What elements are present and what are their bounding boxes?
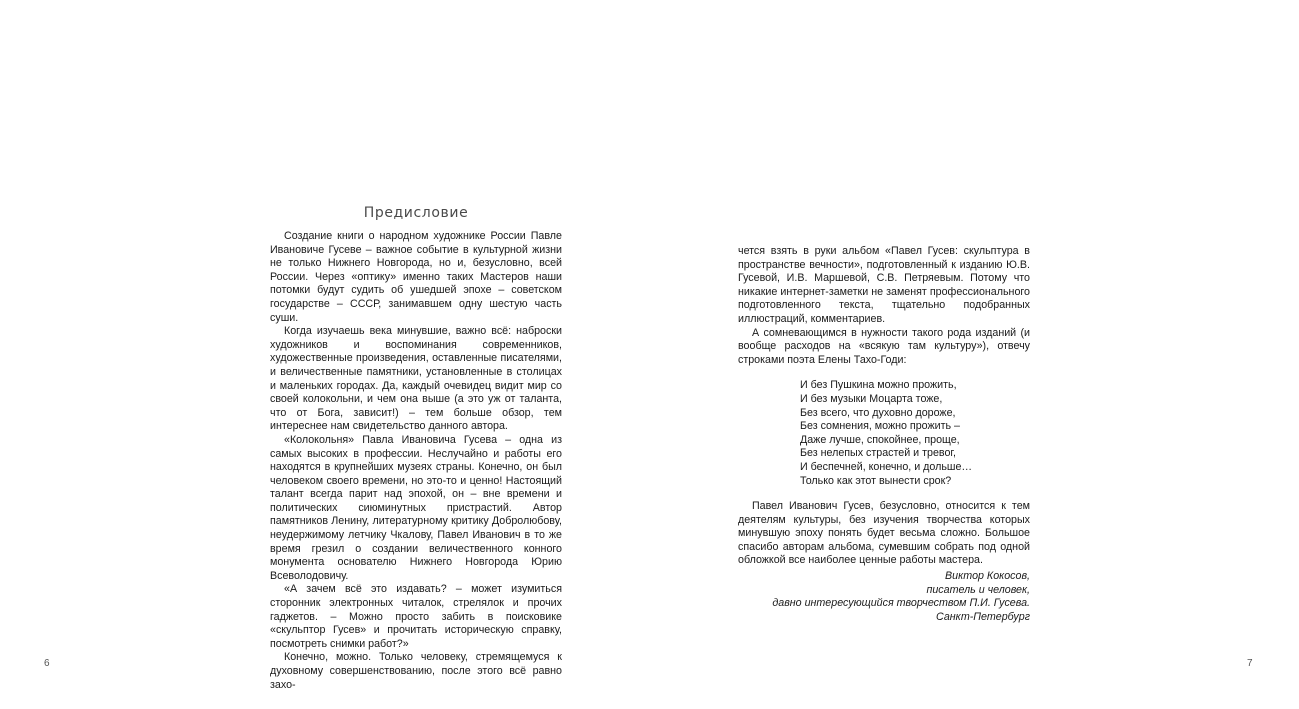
page-title: Предисловие: [363, 205, 469, 221]
left-page: [0, 0, 649, 709]
paragraph: Павел Иванович Гусев, безусловно, относится к тем деятелям культуры, без изучения творчества которых минувшую эпоху понять будет весьма сложно. Большое спасибо авторам альбома, сумевшим собрать под одной обложкой все наиболее ценные работы мастера.: [738, 500, 1030, 567]
left-text-column: [270, 230, 562, 692]
paragraph: Когда изучаешь века минувшие, важно всё: наброски художников и воспоминания современников, художественные произведения, оставленные писателями, и величественные памятники, установленные в столицах и маленьких городах. Да, каждый очевидец видит мир со своей колокольни, и чем она выше (а это уж от таланта, что от Бога, зависит!) – тем больше обзор, тем интереснее нам свидетельство данного автора.: [270, 325, 562, 433]
poem-line: И без Пушкина можно прожить,: [800, 379, 957, 392]
poem-line: Только как этот вынести срок?: [800, 474, 952, 487]
paragraph: «А зачем всё это издавать? – может изумиться сторонник электронных читалок, стрелялок и прочих гаджетов. – Можно просто забить в поисковике «скульптор Гусев» и прочитать историческую справку, посмотреть снимки работ?»: [270, 583, 562, 650]
signature-line: писатель и человек,: [926, 583, 1030, 596]
paragraph: чется взять в руки альбом «Павел Гусев: скульптура в пространстве вечности», подготовленный к изданию Ю.В. Гусевой, И.В. Маршевой, С.В. Петряевым. Потому что никакие интернет-заметки не заменят профессионального подготовленного текста, тщательно подобранных иллюстраций, комментариев.: [738, 245, 1030, 325]
page-number-left: 6: [44, 658, 50, 669]
poem: [800, 379, 1030, 488]
paragraph: «Колокольня» Павла Ивановича Гусева – одна из самых высоких в профессии. Неслучайно и работы его находятся в крупнейших музеях страны. Конечно, он был человеком своего времени, но это-то и ценно! Настоящий талант всегда парит над эпохой, он – вне времени и политических сиюминутных пристрастий. Автор памятников Ленину, литературному критику Добролюбову, неудержимому летчику Чкалову, Павел Иванович в то же время грезил о создании величественного конного монумента основателю Нижнего Новгорода Юрию Всеволодовичу.: [270, 433, 562, 582]
poem-line: Без всего, что духовно дороже,: [800, 406, 956, 419]
poem-line: И без музыки Моцарта тоже,: [800, 392, 943, 405]
poem-line: Без сомнения, можно прожить –: [800, 420, 960, 433]
signature-line: Виктор Кокосов,: [945, 570, 1030, 583]
right-page: [650, 0, 1299, 709]
paragraph: Создание книги о народном художнике России Павле Ивановиче Гусеве – важное событие в культурной жизни не только Нижнего Новгорода, но и, безусловно, всей России. Через «оптику» именно таких Мастеров наши потомки будут судить об ушедшей эпохе – советском государстве – СССР, занимавшем одну шестую часть суши.: [270, 230, 562, 324]
author-signature: [738, 570, 1030, 624]
page-number-right: 7: [1247, 658, 1253, 669]
paragraph: А сомневающимся в нужности такого рода изданий (и вообще расходов на «всякую там культуру»), отвечу строками поэта Елены Тахо-Годи:: [738, 326, 1030, 366]
right-text-column: [738, 245, 1030, 624]
paragraph: Конечно, можно. Только человеку, стремящемуся к духовному совершенствованию, после этого всё равно захо-: [270, 651, 562, 691]
signature-line: Санкт-Петербург: [936, 610, 1030, 623]
poem-line: Даже лучше, спокойнее, проще,: [800, 433, 960, 446]
poem-line: Без нелепых страстей и тревог,: [800, 447, 956, 460]
signature-line: давно интересующийся творчеством П.И. Гусева.: [772, 597, 1030, 610]
poem-line: И беспечней, конечно, и дольше…: [800, 460, 973, 473]
